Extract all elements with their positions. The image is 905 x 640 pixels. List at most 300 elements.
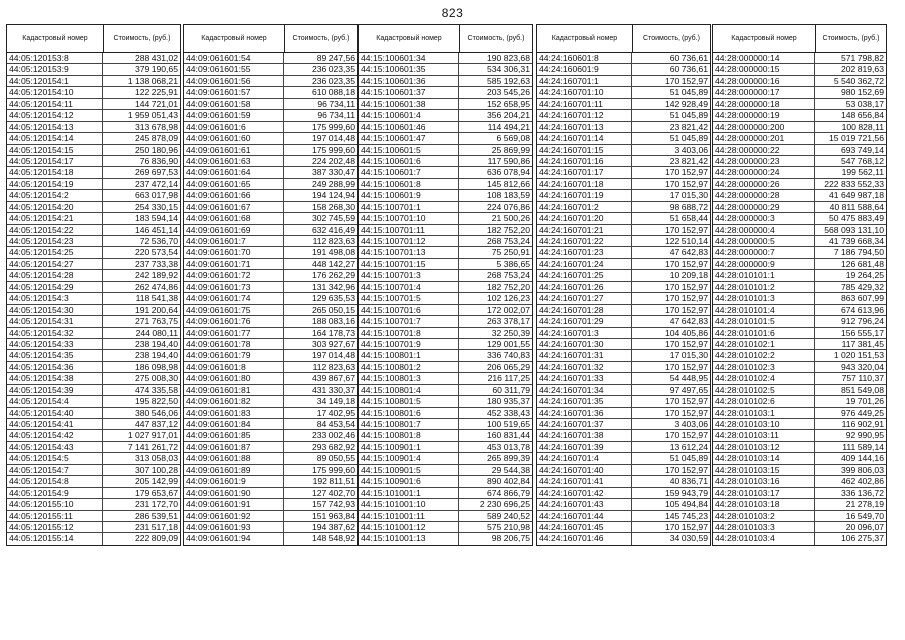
cost-cell: 172 002,07 <box>486 304 530 315</box>
cost-cell: 1 027 917,01 <box>127 430 178 441</box>
cost-cell: 160 831,44 <box>486 430 530 441</box>
cost-cell: 159 943,79 <box>664 487 708 498</box>
table-row <box>359 476 532 487</box>
cadastral-number-cell: 44:09:061601:76 <box>184 316 284 326</box>
table-row <box>537 373 710 384</box>
cadastral-number-cell: 44:24:160601:9 <box>537 64 632 74</box>
cost-cell: 50 475 883,49 <box>829 213 884 224</box>
cadastral-number-cell: 44:09:061601:61 <box>184 145 284 155</box>
cadastral-number-cell: 44:28:000000:23 <box>713 156 815 166</box>
cadastral-number-cell: 44:05:120154:29 <box>7 282 103 292</box>
cadastral-number-cell: 44:05:120154:13 <box>7 122 103 132</box>
table-row <box>713 293 886 304</box>
cadastral-number-cell: 44:15:100701:12 <box>359 236 459 246</box>
table-row <box>184 328 357 339</box>
cost-cell: 194 387,62 <box>311 521 355 532</box>
table-row <box>537 282 710 293</box>
cadastral-number-cell: 44:24:160701:21 <box>537 225 632 235</box>
cadastral-number-cell: 44:15:100801:8 <box>359 430 459 440</box>
table-row <box>537 316 710 327</box>
cost-cell: 51 045,89 <box>669 87 708 98</box>
cost-cell: 100 828,11 <box>841 121 884 132</box>
table-row <box>7 202 180 213</box>
table-row <box>7 373 180 384</box>
cadastral-number-cell: 44:24:160701:19 <box>537 190 632 200</box>
table-row <box>713 225 886 236</box>
table-row <box>7 476 180 487</box>
cost-cell: 96 734,11 <box>317 110 355 121</box>
cadastre-table <box>358 24 533 546</box>
cost-cell: 238 194,40 <box>134 350 178 361</box>
cost-cell: 60 736,61 <box>669 53 708 63</box>
cost-cell: 534 306,31 <box>486 64 530 75</box>
cost-cell: 303 927,67 <box>311 338 355 349</box>
cost-cell: 203 545,26 <box>486 87 530 98</box>
table-row <box>713 385 886 396</box>
cadastral-number-cell: 44:15:100601:4 <box>359 110 459 120</box>
table-row <box>713 145 886 156</box>
cost-cell: 19 264,25 <box>845 270 884 281</box>
cadastral-number-cell: 44:09:061601:73 <box>184 282 284 292</box>
table-header <box>184 25 357 53</box>
cadastral-number-cell: 44:24:160701:37 <box>537 419 632 429</box>
cadastral-number-cell: 44:24:160701:41 <box>537 476 632 486</box>
table-row <box>359 259 532 270</box>
table-row <box>7 259 180 270</box>
table-row <box>713 499 886 510</box>
table-row <box>7 465 180 476</box>
cadastral-number-cell: 44:05:120154:5 <box>7 453 103 463</box>
table-row <box>359 145 532 156</box>
cadastral-number-cell: 44:09:061601:82 <box>184 396 284 406</box>
cost-cell: 179 653,67 <box>134 487 178 498</box>
header-cost: Стоимость, (руб.) <box>643 35 700 42</box>
cost-cell: 206 065,29 <box>486 361 530 372</box>
cadastral-number-cell: 44:28:010103:1 <box>713 408 815 418</box>
cost-cell: 237 733,38 <box>134 258 178 269</box>
cadastral-number-cell: 44:15:101001:11 <box>359 511 459 521</box>
cost-cell: 5 386,65 <box>496 258 530 269</box>
table-row <box>184 270 357 281</box>
cadastral-number-cell: 44:15:100601:5 <box>359 145 459 155</box>
table-row <box>7 419 180 430</box>
cost-cell: 76 836,90 <box>139 155 178 166</box>
cadastral-number-cell: 44:28:010101:2 <box>713 282 815 292</box>
table-row <box>7 430 180 441</box>
cost-cell: 151 963,84 <box>311 510 355 521</box>
cost-cell: 156 555,17 <box>840 327 884 338</box>
cadastral-number-cell: 44:09:061601:7 <box>184 236 284 246</box>
cost-cell: 757 110,37 <box>841 373 884 384</box>
cost-cell: 236 023,35 <box>311 64 355 75</box>
cost-cell: 202 819,63 <box>840 64 884 75</box>
cadastral-number-cell: 44:15:101001:1 <box>359 488 459 498</box>
cadastral-number-cell: 44:15:100901:5 <box>359 465 459 475</box>
table-row <box>7 339 180 350</box>
table-row <box>713 259 886 270</box>
cost-cell: 21 278,19 <box>845 499 884 510</box>
cadastre-table <box>6 24 181 546</box>
cadastral-number-cell: 44:24:160701:10 <box>537 87 632 97</box>
table-row <box>359 499 532 510</box>
cost-cell: 148 548,92 <box>311 533 355 544</box>
cost-cell: 100 519,65 <box>486 419 530 429</box>
table-row <box>184 259 357 270</box>
cadastral-number-cell: 44:28:010103:4 <box>713 533 815 544</box>
cost-cell: 175 999,60 <box>311 464 355 475</box>
cadastral-number-cell: 44:15:100601:47 <box>359 133 459 143</box>
cadastral-number-cell: 44:28:000000:18 <box>713 99 815 109</box>
cost-cell: 72 536,70 <box>139 236 178 246</box>
table-row <box>7 293 180 304</box>
cost-cell: 585 192,63 <box>486 75 530 86</box>
cadastral-number-cell: 44:28:000000:3 <box>713 213 815 223</box>
cadastral-number-cell: 44:28:010103:14 <box>713 453 815 463</box>
cadastral-number-cell: 44:05:120154:28 <box>7 270 103 280</box>
cost-cell: 182 752,20 <box>486 281 530 292</box>
table-row <box>359 396 532 407</box>
table-row <box>7 453 180 464</box>
cadastral-number-cell: 44:09:061601:54 <box>184 53 284 63</box>
cadastral-number-cell: 44:15:100801:3 <box>359 373 459 383</box>
cost-cell: 275 008,30 <box>134 373 178 384</box>
cadastral-number-cell: 44:15:100601:34 <box>359 53 459 63</box>
table-row <box>713 373 886 384</box>
cadastral-number-cell: 44:05:120154:22 <box>7 225 103 235</box>
cost-cell: 41 649 987,18 <box>829 190 884 201</box>
table-row <box>359 362 532 373</box>
cadastral-number-cell: 44:24:160701:38 <box>537 430 632 440</box>
cadastral-number-cell: 44:15:100801:7 <box>359 419 459 429</box>
table-row <box>359 202 532 213</box>
table-row <box>359 385 532 396</box>
cadastral-number-cell: 44:24:160701:22 <box>537 236 632 246</box>
cadastral-number-cell: 44:28:010101:1 <box>713 270 815 280</box>
cadastral-number-cell: 44:28:000000:19 <box>713 110 815 120</box>
table-row <box>184 213 357 224</box>
cadastral-number-cell: 44:28:000000:16 <box>713 76 815 86</box>
cost-cell: 380 546,06 <box>134 407 178 418</box>
header-cost: Стоимость, (руб.) <box>467 35 525 42</box>
cadastral-number-cell: 44:15:100701:15 <box>359 259 459 269</box>
cost-cell: 180 935,37 <box>486 396 530 407</box>
table-row <box>713 202 886 213</box>
cadastral-number-cell: 44:09:061601:71 <box>184 259 284 269</box>
page-number: 823 <box>441 6 464 20</box>
cost-cell: 29 544,38 <box>491 464 530 475</box>
cost-cell: 194 124,94 <box>311 190 355 201</box>
cost-cell: 6 569,08 <box>496 133 530 144</box>
cadastral-number-cell: 44:15:100701:1 <box>359 202 459 212</box>
cadastral-number-cell: 44:09:061601:81 <box>184 385 284 395</box>
cadastral-number-cell: 44:24:160701:14 <box>537 133 632 143</box>
cost-cell: 158 268,30 <box>311 201 355 212</box>
cadastral-number-cell: 44:28:000000:29 <box>713 202 815 212</box>
table-row <box>537 522 710 533</box>
cadastral-number-cell: 44:09:061601:78 <box>184 339 284 349</box>
cost-cell: 21 500,26 <box>491 213 530 224</box>
table-row <box>537 442 710 453</box>
cost-cell: 170 152,97 <box>664 293 708 304</box>
cadastral-number-cell: 44:09:061601:92 <box>184 511 284 521</box>
cadastral-number-cell: 44:05:120154:4 <box>7 396 103 406</box>
cadastral-number-cell: 44:28:000000:201 <box>713 133 815 143</box>
cost-cell: 146 451,14 <box>134 224 178 235</box>
table-row <box>713 339 886 350</box>
cost-cell: 89 247,56 <box>316 53 355 63</box>
cost-cell: 313 678,98 <box>134 121 178 132</box>
table-row <box>537 533 710 544</box>
cadastral-number-cell: 44:15:100901:1 <box>359 442 459 452</box>
cadastral-number-cell: 44:15:101001:10 <box>359 499 459 509</box>
cadastral-number-cell: 44:15:100601:36 <box>359 76 459 86</box>
table-row <box>359 179 532 190</box>
cadastral-number-cell: 44:15:100601:9 <box>359 190 459 200</box>
cadastral-number-cell: 44:28:000000:26 <box>713 179 815 189</box>
cadastral-number-cell: 44:05:120155:12 <box>7 522 103 532</box>
table-row <box>359 522 532 533</box>
cost-cell: 216 117,25 <box>487 373 530 384</box>
table-row <box>359 293 532 304</box>
cadastral-number-cell: 44:15:100601:46 <box>359 122 459 132</box>
cost-cell: 293 682,92 <box>311 441 355 452</box>
cadastral-number-cell: 44:28:000000:5 <box>713 236 815 246</box>
table-row <box>184 350 357 361</box>
cost-cell: 271 763,75 <box>134 316 178 327</box>
table-row <box>359 213 532 224</box>
cost-cell: 302 745,59 <box>311 213 355 224</box>
table-row <box>537 385 710 396</box>
cost-cell: 47 642,83 <box>669 316 708 327</box>
table-row <box>713 533 886 544</box>
table-row <box>7 133 180 144</box>
cadastral-number-cell: 44:09:061601:91 <box>184 499 284 509</box>
table-row <box>7 236 180 247</box>
cadastral-number-cell: 44:24:160701:26 <box>537 282 632 292</box>
table-row <box>537 99 710 110</box>
cadastral-number-cell: 44:09:061601:69 <box>184 225 284 235</box>
table-row <box>537 156 710 167</box>
cadastral-number-cell: 44:05:120154:21 <box>7 213 103 223</box>
cost-cell: 89 050,55 <box>316 453 355 464</box>
cost-cell: 265 050,15 <box>311 304 355 315</box>
table-row <box>359 373 532 384</box>
table-row <box>713 270 886 281</box>
cost-cell: 175 999,60 <box>311 121 355 132</box>
table-row <box>713 328 886 339</box>
cadastral-number-cell: 44:15:100701:4 <box>359 282 459 292</box>
table-row <box>537 293 710 304</box>
cost-cell: 108 183,59 <box>486 190 530 201</box>
table-row <box>537 167 710 178</box>
cadastral-number-cell: 44:24:160701:18 <box>537 179 632 189</box>
cadastral-number-cell: 44:05:120154:40 <box>7 408 103 418</box>
table-row <box>184 419 357 430</box>
table-row <box>537 110 710 121</box>
table-row <box>184 145 357 156</box>
table-row <box>7 179 180 190</box>
cadastral-number-cell: 44:09:061601:66 <box>184 190 284 200</box>
table-row <box>7 110 180 121</box>
cadastral-number-cell: 44:24:160701:35 <box>537 396 632 406</box>
cost-cell: 41 739 668,34 <box>829 236 884 246</box>
cadastral-number-cell: 44:28:010102:4 <box>713 373 815 383</box>
table-row <box>537 511 710 522</box>
cadastral-number-cell: 44:28:010103:15 <box>713 465 815 475</box>
table-row <box>7 99 180 110</box>
table-row <box>7 53 180 64</box>
table-row <box>184 236 357 247</box>
cost-cell: 336 740,83 <box>486 350 530 361</box>
cadastral-number-cell: 44:28:000000:15 <box>713 64 815 74</box>
cadastral-number-cell: 44:28:010103:10 <box>713 419 815 429</box>
cost-cell: 105 494,84 <box>664 499 708 510</box>
table-row <box>184 122 357 133</box>
cadastral-number-cell: 44:15:100601:7 <box>359 167 459 177</box>
cadastral-number-cell: 44:05:120154:43 <box>7 442 103 452</box>
cadastral-number-cell: 44:05:120154:35 <box>7 350 103 360</box>
table-row <box>713 305 886 316</box>
cost-cell: 980 152,69 <box>840 87 884 98</box>
cost-cell: 17 015,30 <box>669 190 708 201</box>
cost-cell: 568 093 131,10 <box>824 224 884 235</box>
table-row <box>184 99 357 110</box>
table-row <box>537 122 710 133</box>
header-cadastral-number: Кадастровый номер <box>359 25 460 52</box>
table-row <box>184 167 357 178</box>
cost-cell: 191 498,08 <box>311 247 355 258</box>
cost-cell: 170 152,97 <box>664 396 708 407</box>
table-row <box>7 499 180 510</box>
cadastre-table <box>183 24 358 546</box>
cadastral-number-cell: 44:05:120154:39 <box>7 385 103 395</box>
table-row <box>184 522 357 533</box>
table-row <box>184 385 357 396</box>
cadastral-number-cell: 44:28:010103:11 <box>713 430 815 440</box>
table-row <box>537 225 710 236</box>
table-row <box>359 87 532 98</box>
cost-cell: 943 320,04 <box>840 361 884 372</box>
cadastral-number-cell: 44:24:160701:32 <box>537 362 632 372</box>
table-row <box>359 76 532 87</box>
cadastral-number-cell: 44:24:160601:8 <box>537 53 632 63</box>
table-row <box>7 64 180 75</box>
cadastral-number-cell: 44:15:100801:2 <box>359 362 459 372</box>
cost-cell: 60 311,79 <box>492 384 530 395</box>
cadastral-number-cell: 44:28:010102:1 <box>713 339 815 349</box>
cadastral-number-cell: 44:05:120154:41 <box>7 419 103 429</box>
cadastral-number-cell: 44:24:160701:17 <box>537 167 632 177</box>
cadastral-number-cell: 44:09:061601:55 <box>184 64 284 74</box>
table-row <box>713 190 886 201</box>
table-row <box>359 64 532 75</box>
cadastral-number-cell: 44:24:160701:20 <box>537 213 632 223</box>
table-row <box>537 419 710 430</box>
cadastral-number-cell: 44:24:160701:29 <box>537 316 632 326</box>
cost-cell: 976 449,25 <box>840 407 884 418</box>
cost-cell: 387 330,47 <box>311 167 355 178</box>
cadastral-number-cell: 44:28:010101:6 <box>713 328 815 338</box>
cost-cell: 131 342,96 <box>311 281 355 292</box>
table-row <box>184 133 357 144</box>
table-row <box>359 430 532 441</box>
cadastral-number-cell: 44:09:061601:84 <box>184 419 284 429</box>
cost-cell: 40 836,71 <box>669 476 708 487</box>
cadastral-number-cell: 44:09:061601:72 <box>184 270 284 280</box>
cadastral-number-cell: 44:28:010102:5 <box>713 385 815 395</box>
cost-cell: 117 381,45 <box>841 338 884 349</box>
cost-cell: 188 083,16 <box>311 316 355 327</box>
cost-cell: 122 225,91 <box>134 87 178 98</box>
cost-cell: 265 899,39 <box>486 453 530 464</box>
cadastral-number-cell: 44:24:160701:1 <box>537 76 632 86</box>
cost-cell: 636 078,94 <box>486 167 530 178</box>
table-row <box>184 430 357 441</box>
table-row <box>713 350 886 361</box>
cost-cell: 238 194,40 <box>134 338 178 349</box>
cadastral-number-cell: 44:05:120154:3 <box>7 293 103 303</box>
cadastral-number-cell: 44:09:061601:63 <box>184 156 284 166</box>
table-row <box>184 373 357 384</box>
table-row <box>7 145 180 156</box>
table-row <box>184 511 357 522</box>
cadastral-number-cell: 44:15:100601:6 <box>359 156 459 166</box>
table-row <box>537 236 710 247</box>
cost-cell: 126 681,48 <box>840 258 884 269</box>
table-row <box>359 442 532 453</box>
cost-cell: 190 823,68 <box>486 53 530 63</box>
cadastral-number-cell: 44:05:120154:10 <box>7 87 103 97</box>
cadastral-number-cell: 44:24:160701:36 <box>537 408 632 418</box>
header-cadastral-number: Кадастровый номер <box>7 25 104 52</box>
cadastral-number-cell: 44:05:120154:20 <box>7 202 103 212</box>
cost-cell: 224 076,86 <box>486 201 530 212</box>
cost-cell: 5 540 362,72 <box>833 75 884 86</box>
table-row <box>537 362 710 373</box>
cadastral-number-cell: 44:24:160701:13 <box>537 122 632 132</box>
table-row <box>537 305 710 316</box>
cadastral-number-cell: 44:15:100801:4 <box>359 385 459 395</box>
table-row <box>7 225 180 236</box>
table-row <box>359 408 532 419</box>
table-row <box>359 225 532 236</box>
cost-cell: 25 869,99 <box>491 144 530 155</box>
cost-cell: 3 403,06 <box>674 144 708 155</box>
table-row <box>713 110 886 121</box>
cost-cell: 336 136,72 <box>840 487 884 498</box>
cadastral-number-cell: 44:09:061601:6 <box>184 122 284 132</box>
table-row <box>184 190 357 201</box>
cadastral-number-cell: 44:05:120154:17 <box>7 156 103 166</box>
cost-cell: 106 275,37 <box>840 533 884 544</box>
table-row <box>359 533 532 544</box>
cost-cell: 262 474,86 <box>134 281 178 292</box>
cadastral-number-cell: 44:05:120154:23 <box>7 236 103 246</box>
cost-cell: 129 635,53 <box>311 293 355 304</box>
table-row <box>713 133 886 144</box>
table-row <box>7 533 180 544</box>
cadastral-number-cell: 44:05:120154:2 <box>7 190 103 200</box>
cadastral-number-cell: 44:15:100601:38 <box>359 99 459 109</box>
cadastral-number-cell: 44:24:160701:2 <box>537 202 632 212</box>
cadastral-number-cell: 44:24:160701:28 <box>537 305 632 315</box>
table-row <box>184 339 357 350</box>
cost-cell: 17 402,95 <box>316 407 355 418</box>
cadastral-number-cell: 44:05:120154:1 <box>7 76 103 86</box>
cost-cell: 114 494,21 <box>487 121 530 132</box>
cost-cell: 663 017,98 <box>134 190 178 201</box>
cost-cell: 51 045,89 <box>669 453 708 464</box>
